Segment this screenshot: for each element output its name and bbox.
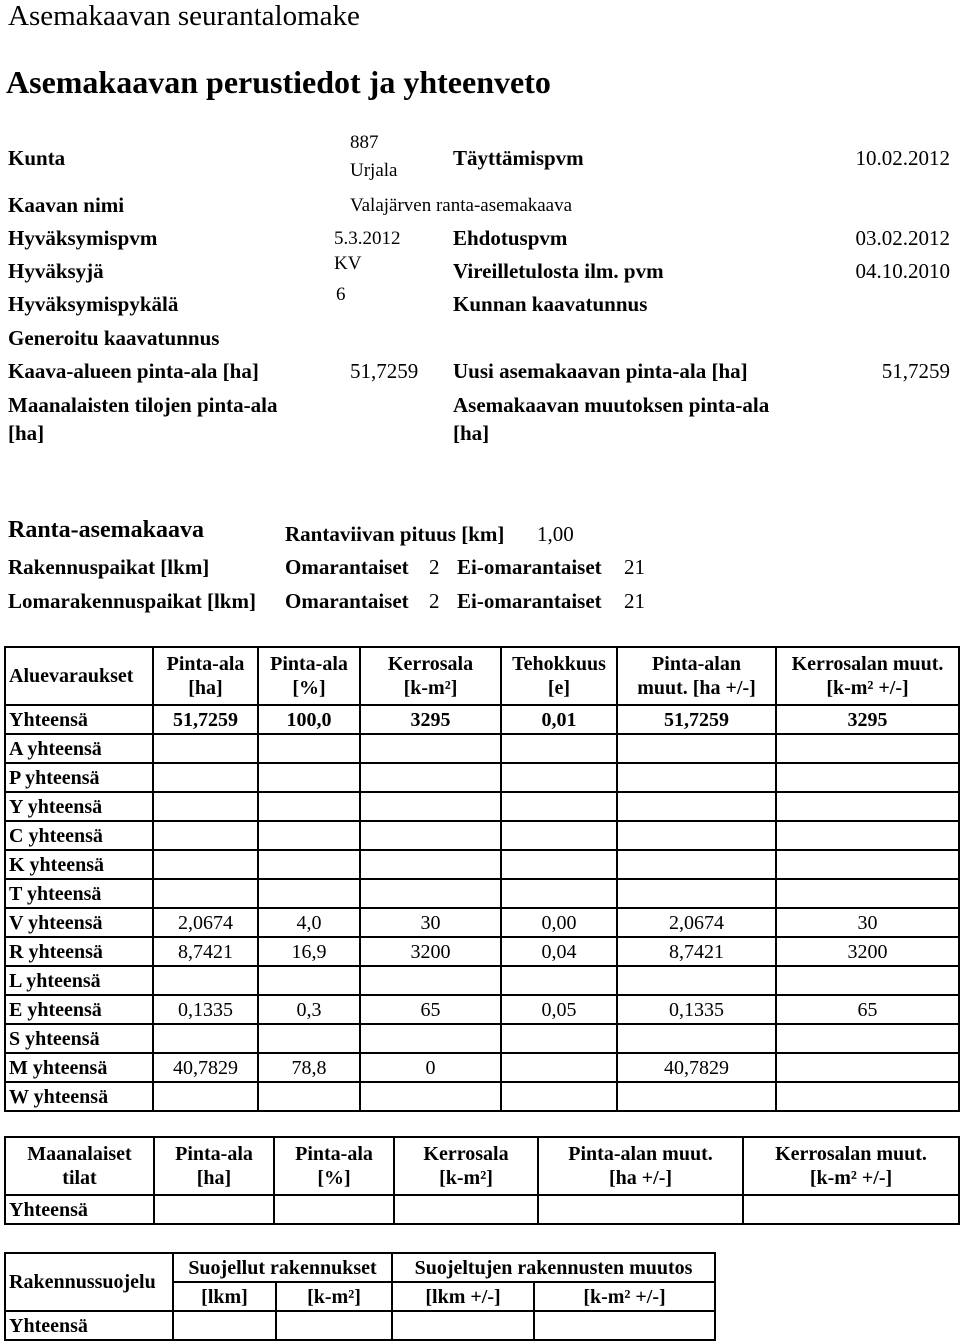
kaavan-nimi-value: Valajärven ranta-asemakaava (350, 195, 573, 216)
hyvaksyja-value: KV (334, 253, 362, 274)
row-label: P yhteensä (5, 763, 153, 792)
table-cell: 0,3 (258, 995, 360, 1024)
table-cell (617, 879, 776, 908)
table-cell: 2,0674 (153, 908, 258, 937)
table-row (5, 1195, 959, 1224)
table-row (5, 879, 959, 908)
hyvaksymispykala-value: 6 (336, 284, 346, 305)
table-cell (617, 763, 776, 792)
loma-ei-omarantaiset-value: 21 (624, 589, 645, 613)
header-kerrosala: Kerrosala [k-m²] (360, 647, 501, 705)
table-cell (258, 792, 360, 821)
row-label: C yhteensä (5, 821, 153, 850)
tayttamispvm-label: Täyttämispvm (453, 146, 584, 170)
uusi-asemakaava-label: Uusi asemakaavan pinta-ala [ha] (453, 359, 748, 383)
rak-ei-omarantaiset-value: 21 (624, 555, 645, 579)
table-row (5, 937, 959, 966)
header-suoj-lkm: [lkm] (173, 1282, 276, 1311)
table-row (5, 908, 959, 937)
table-cell (360, 879, 501, 908)
header-suoj-km2-muutos: [k-m² +/-] (534, 1282, 715, 1311)
hyvaksymispvm-value: 5.3.2012 (334, 228, 401, 249)
maanalaisten-label-1: Maanalaisten tilojen pinta-ala (8, 393, 278, 417)
table-cell (776, 1082, 959, 1111)
table-cell (534, 1311, 715, 1340)
table-cell (153, 763, 258, 792)
vireilletulo-label: Vireilletulosta ilm. pvm (453, 259, 664, 283)
kunnan-kaavatunnus-label: Kunnan kaavatunnus (453, 292, 648, 316)
table-cell (360, 1082, 501, 1111)
aluevaraukset-header: Aluevaraukset (5, 647, 153, 705)
rantaviiva-value: 1,00 (537, 522, 574, 546)
table-cell (501, 792, 617, 821)
table-cell (501, 763, 617, 792)
row-label: L yhteensä (5, 966, 153, 995)
table-cell (617, 792, 776, 821)
table-cell (776, 879, 959, 908)
ehdotuspvm-value: 03.02.2012 (855, 226, 950, 250)
row-label: W yhteensä (5, 1082, 153, 1111)
table-cell (153, 1024, 258, 1053)
table-cell (776, 821, 959, 850)
table-cell (173, 1311, 276, 1340)
table-row (5, 1024, 959, 1053)
table-cell (360, 792, 501, 821)
header-pinta-ala-pct: Pinta-ala [%] (258, 647, 360, 705)
table-cell: 3295 (360, 705, 501, 734)
table-cell: 0,01 (501, 705, 617, 734)
table-cell: 4,0 (258, 908, 360, 937)
hyvaksymispykala-label: Hyväksymispykälä (8, 292, 179, 316)
table-row (5, 1053, 959, 1082)
table-cell (153, 734, 258, 763)
tayttamispvm-value: 10.02.2012 (855, 146, 950, 170)
table-cell: 51,7259 (153, 705, 258, 734)
table-cell (617, 850, 776, 879)
table-cell (501, 966, 617, 995)
maanalaiset-table (4, 1136, 960, 1225)
table-cell (258, 763, 360, 792)
table-cell (154, 1195, 274, 1224)
table-cell (274, 1195, 394, 1224)
table-cell (776, 792, 959, 821)
table-cell: 3200 (360, 937, 501, 966)
table-cell (258, 850, 360, 879)
table-row (5, 995, 959, 1024)
header-maan-pinta-ala-pct: Pinta-ala [%] (274, 1137, 394, 1195)
table-cell: 65 (776, 995, 959, 1024)
table-row (5, 763, 959, 792)
table-cell (617, 1024, 776, 1053)
row-label: Yhteensä (5, 705, 153, 734)
kaava-alue-value: 51,7259 (350, 359, 419, 383)
vireilletulo-value: 04.10.2010 (855, 259, 950, 283)
table-cell (501, 850, 617, 879)
table-cell (360, 763, 501, 792)
table-cell: 0,05 (501, 995, 617, 1024)
table-cell: 40,7829 (153, 1053, 258, 1082)
table-cell (776, 1024, 959, 1053)
loma-omarantaiset-value: 2 (429, 589, 440, 613)
header-maan-kerrosalan-muut: Kerrosalan muut. [k-m² +/-] (743, 1137, 959, 1195)
table-cell (501, 734, 617, 763)
table-cell: 0,1335 (617, 995, 776, 1024)
header-suojellut-rakennukset: Suojellut rakennukset (173, 1253, 392, 1282)
table-cell (501, 821, 617, 850)
table-cell (360, 850, 501, 879)
table-cell (360, 821, 501, 850)
table-cell (776, 966, 959, 995)
table-cell: 0 (360, 1053, 501, 1082)
table-cell (617, 1082, 776, 1111)
rak-ei-omarantaiset-label: Ei-omarantaiset (457, 555, 602, 579)
kunta-code: 887 (350, 132, 379, 153)
uusi-asemakaava-value: 51,7259 (881, 359, 950, 383)
row-label: R yhteensä (5, 937, 153, 966)
rantaviiva-label: Rantaviivan pituus [km] (285, 522, 505, 546)
muutoksen-label-2: [ha] (453, 421, 490, 445)
table-cell: 78,8 (258, 1053, 360, 1082)
table-cell (153, 792, 258, 821)
row-label: K yhteensä (5, 850, 153, 879)
table-cell (276, 1311, 392, 1340)
table-cell (776, 1053, 959, 1082)
table-cell (258, 966, 360, 995)
table-cell (258, 879, 360, 908)
row-label: S yhteensä (5, 1024, 153, 1053)
table-cell (153, 821, 258, 850)
table-cell (617, 821, 776, 850)
table-row (5, 1311, 715, 1340)
rakennuspaikat-label: Rakennuspaikat [lkm] (8, 555, 210, 579)
ranta-title: Ranta-asemakaava (8, 517, 204, 543)
table-cell (392, 1311, 534, 1340)
header-maan-kerrosala: Kerrosala [k-m²] (394, 1137, 538, 1195)
rak-omarantaiset-value: 2 (429, 555, 440, 579)
loma-ei-omarantaiset-label: Ei-omarantaiset (457, 589, 602, 613)
kaava-alue-label: Kaava-alueen pinta-ala [ha] (8, 359, 259, 383)
header-tehokkuus: Tehokkuus [e] (501, 647, 617, 705)
document-title: Asemakaavan seurantalomake (8, 0, 360, 32)
table-cell (501, 1053, 617, 1082)
table-cell (743, 1195, 959, 1224)
row-label: M yhteensä (5, 1053, 153, 1082)
row-label: A yhteensä (5, 734, 153, 763)
table-cell (501, 879, 617, 908)
row-label: T yhteensä (5, 879, 153, 908)
table-cell: 51,7259 (617, 705, 776, 734)
header-pinta-ala-ha: Pinta-ala [ha] (153, 647, 258, 705)
row-label: V yhteensä (5, 908, 153, 937)
table-cell (617, 966, 776, 995)
table-cell (501, 1024, 617, 1053)
kunta-name: Urjala (350, 160, 398, 181)
table-cell: 16,9 (258, 937, 360, 966)
table-cell: 65 (360, 995, 501, 1024)
table-row (5, 1082, 959, 1111)
table-cell: 3200 (776, 937, 959, 966)
table-cell: 0,04 (501, 937, 617, 966)
table-cell: 100,0 (258, 705, 360, 734)
header-pinta-alan-muut: Pinta-alan muut. [ha +/-] (617, 647, 776, 705)
table-cell (776, 763, 959, 792)
loma-omarantaiset-label: Omarantaiset (285, 589, 409, 613)
table-row (5, 850, 959, 879)
kaavan-nimi-label: Kaavan nimi (8, 193, 125, 217)
table-cell: 30 (776, 908, 959, 937)
table-cell (360, 966, 501, 995)
table-row (5, 966, 959, 995)
header-suojeltujen-muutos: Suojeltujen rakennusten muutos (392, 1253, 715, 1282)
maanalaiset-header-row (5, 1137, 959, 1195)
header-suoj-km2: [k-m²] (276, 1282, 392, 1311)
table-cell (258, 821, 360, 850)
table-cell (153, 879, 258, 908)
header-maan-pinta-ala-ha: Pinta-ala [ha] (154, 1137, 274, 1195)
generoitu-kaavatunnus-label: Generoitu kaavatunnus (8, 326, 220, 350)
table-cell: 0,00 (501, 908, 617, 937)
rakennussuojelu-header-row-1 (5, 1253, 715, 1282)
header-maan-pinta-alan-muut: Pinta-alan muut. [ha +/-] (538, 1137, 743, 1195)
table-cell (501, 1082, 617, 1111)
maanalaisten-label-2: [ha] (8, 421, 45, 445)
table-cell (360, 734, 501, 763)
table-cell: 30 (360, 908, 501, 937)
table-row (5, 705, 959, 734)
table-cell (258, 1082, 360, 1111)
table-cell (776, 734, 959, 763)
hyvaksyja-label: Hyväksyjä (8, 259, 104, 283)
aluevaraukset-header-row (5, 647, 959, 705)
table-cell: 2,0674 (617, 908, 776, 937)
rak-omarantaiset-label: Omarantaiset (285, 555, 409, 579)
row-label: Yhteensä (5, 1311, 173, 1340)
table-cell (153, 1082, 258, 1111)
table-row (5, 792, 959, 821)
table-cell: 40,7829 (617, 1053, 776, 1082)
main-title: Asemakaavan perustiedot ja yhteenveto (6, 64, 551, 100)
row-label: E yhteensä (5, 995, 153, 1024)
ehdotuspvm-label: Ehdotuspvm (453, 226, 568, 250)
table-row (5, 821, 959, 850)
header-kerrosalan-muut: Kerrosalan muut. [k-m² +/-] (776, 647, 959, 705)
table-cell: 8,7421 (617, 937, 776, 966)
table-cell (360, 1024, 501, 1053)
table-cell (538, 1195, 743, 1224)
table-cell: 0,1335 (153, 995, 258, 1024)
header-maanalaiset-tilat: Maanalaiset tilat (5, 1137, 154, 1195)
rakennussuojelu-label: Rakennussuojelu (5, 1253, 173, 1311)
table-cell: 3295 (776, 705, 959, 734)
table-cell (258, 1024, 360, 1053)
lomarakennuspaikat-label: Lomarakennuspaikat [lkm] (8, 589, 256, 613)
row-label: Y yhteensä (5, 792, 153, 821)
table-cell (258, 734, 360, 763)
aluevaraukset-table (4, 646, 960, 1112)
muutoksen-label-1: Asemakaavan muutoksen pinta-ala (453, 393, 770, 417)
row-label: Yhteensä (5, 1195, 154, 1224)
table-cell (153, 850, 258, 879)
kunta-label: Kunta (8, 146, 66, 170)
rakennussuojelu-table (4, 1252, 716, 1341)
table-cell (617, 734, 776, 763)
table-cell (394, 1195, 538, 1224)
hyvaksymispvm-label: Hyväksymispvm (8, 226, 158, 250)
table-cell (776, 850, 959, 879)
table-cell (153, 966, 258, 995)
table-cell: 8,7421 (153, 937, 258, 966)
table-row (5, 734, 959, 763)
header-suoj-lkm-muutos: [lkm +/-] (392, 1282, 534, 1311)
